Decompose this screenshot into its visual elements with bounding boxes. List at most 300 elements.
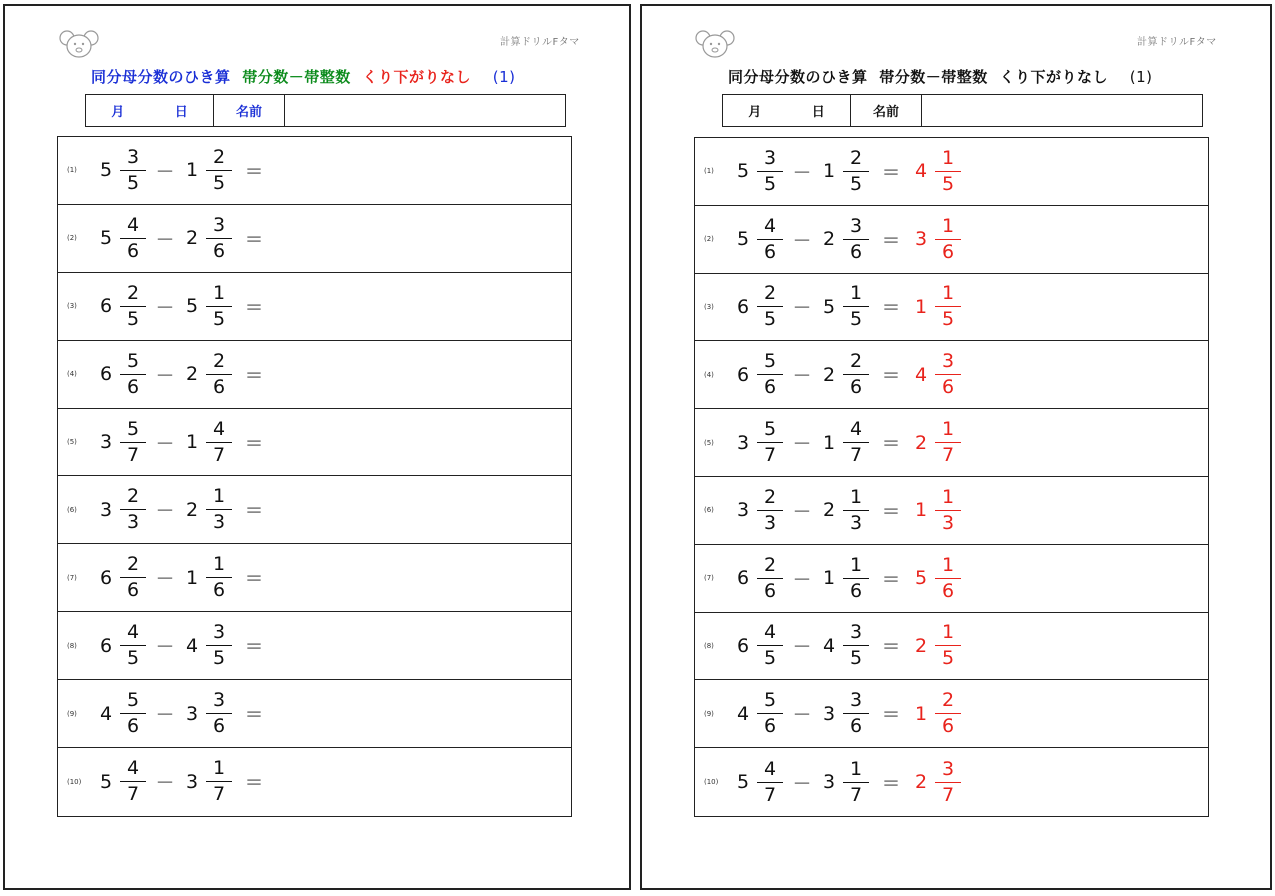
fraction [757, 485, 783, 534]
equation [98, 612, 276, 679]
minus-sign: － [155, 704, 175, 727]
problem-row [58, 137, 571, 205]
fraction [843, 623, 869, 668]
answer [913, 420, 961, 465]
numerator: 3 [212, 689, 226, 712]
problem-row [695, 680, 1208, 748]
numerator: 1 [849, 757, 863, 780]
whole-number: 6 [736, 295, 750, 318]
numerator: 1 [212, 757, 226, 780]
fraction [120, 691, 146, 736]
denominator: 6 [120, 238, 146, 261]
minus-sign: － [792, 297, 812, 320]
fraction [120, 417, 146, 466]
fraction [120, 487, 146, 532]
equation [98, 205, 276, 272]
title-part2: 帯分数－帯整数 [242, 68, 351, 86]
equals-sign: ＝ [881, 433, 901, 456]
minus-sign: － [155, 296, 175, 319]
equation [735, 477, 961, 544]
minus-sign: － [155, 160, 175, 183]
month-label: 月 [748, 105, 762, 120]
equation [735, 409, 961, 476]
equation [735, 138, 961, 205]
problem-row [58, 544, 571, 612]
fraction [120, 349, 146, 398]
minus-sign: － [155, 228, 175, 251]
denominator: 7 [757, 782, 783, 805]
fraction [120, 759, 146, 804]
equation [735, 341, 961, 408]
page-title [91, 66, 522, 87]
fraction [206, 487, 232, 532]
denominator: 6 [206, 238, 232, 261]
whole-number: 6 [99, 295, 113, 318]
whole-number: 3 [185, 702, 199, 725]
denominator: 6 [206, 713, 232, 736]
whole-number: 3 [99, 498, 113, 521]
fraction [935, 352, 961, 397]
fraction [757, 757, 783, 806]
numerator: 5 [126, 689, 140, 712]
minus-sign: － [792, 433, 812, 456]
whole-number: 5 [736, 771, 750, 794]
equation [735, 680, 961, 747]
numerator: 3 [212, 621, 226, 644]
minus-sign: － [155, 772, 175, 795]
denominator: 5 [757, 171, 783, 194]
problem-number: (9) [67, 709, 77, 718]
fraction [935, 284, 961, 329]
day-label: 日 [174, 105, 188, 120]
problem-number: (7) [704, 574, 714, 583]
fraction [757, 691, 783, 736]
fraction [120, 145, 146, 194]
equation [735, 748, 961, 816]
answer-table [694, 137, 1209, 817]
fraction [120, 555, 146, 600]
numerator: 4 [763, 621, 777, 644]
fraction [757, 284, 783, 329]
numerator: 1 [941, 485, 955, 508]
answer [913, 214, 961, 263]
title-part3: くり下がりなし [999, 68, 1109, 86]
whole-number: 5 [736, 228, 750, 251]
equation [98, 137, 276, 204]
denominator: 6 [120, 577, 146, 600]
fraction [935, 420, 961, 465]
whole-number: 5 [99, 227, 113, 250]
whole-number: 6 [99, 634, 113, 657]
problem-row [695, 341, 1208, 409]
equation [735, 545, 961, 612]
equals-sign: ＝ [881, 636, 901, 659]
denominator: 6 [843, 713, 869, 736]
mouse-logo-icon [58, 28, 100, 60]
problem-number: (6) [67, 505, 77, 514]
denominator: 7 [843, 442, 869, 465]
problem-number: (2) [67, 234, 77, 243]
fraction [757, 146, 783, 195]
denominator: 5 [120, 170, 146, 193]
denominator: 5 [935, 306, 961, 329]
fraction [843, 691, 869, 736]
problem-row [695, 206, 1208, 274]
whole-number: 3 [822, 771, 836, 794]
numerator: 1 [941, 553, 955, 576]
problem-number: (9) [704, 709, 714, 718]
equation [98, 273, 276, 340]
numerator: 3 [941, 757, 955, 780]
fraction [757, 623, 783, 668]
page-title [728, 66, 1159, 87]
whole-number: 2 [822, 228, 836, 251]
minus-sign: － [792, 365, 812, 388]
numerator: 5 [763, 350, 777, 373]
fraction [120, 213, 146, 262]
problem-number: (10) [67, 777, 82, 786]
numerator: 1 [941, 621, 955, 644]
problem-row [58, 341, 571, 409]
equals-sign: ＝ [244, 160, 264, 183]
denominator: 7 [120, 442, 146, 465]
problem-row [695, 545, 1208, 613]
numerator: 4 [763, 757, 777, 780]
denominator: 6 [206, 577, 232, 600]
numerator: 3 [126, 145, 140, 168]
minus-sign: － [155, 568, 175, 591]
numerator: 1 [212, 485, 226, 508]
whole-number: 4 [822, 634, 836, 657]
problem-row [58, 409, 571, 477]
name-label: 名前 [214, 95, 285, 126]
problem-row [58, 205, 571, 273]
whole-number: 1 [185, 566, 199, 589]
numerator: 3 [849, 621, 863, 644]
fraction [843, 757, 869, 806]
fraction [206, 145, 232, 194]
denominator: 7 [757, 442, 783, 465]
whole-number: 5 [185, 295, 199, 318]
whole-number: 2 [822, 499, 836, 522]
numerator: 2 [126, 485, 140, 508]
fraction [935, 623, 961, 668]
numerator: 4 [126, 757, 140, 780]
denominator: 6 [757, 713, 783, 736]
numerator: 1 [212, 553, 226, 576]
equation [98, 680, 276, 747]
problem-number: (6) [704, 506, 714, 515]
fraction [206, 349, 232, 398]
problem-row [58, 748, 571, 816]
equals-sign: ＝ [244, 500, 264, 523]
minus-sign: － [792, 772, 812, 795]
title-part2: 帯分数－帯整数 [879, 68, 988, 86]
equals-sign: ＝ [881, 500, 901, 523]
denominator: 6 [757, 239, 783, 262]
fraction [120, 623, 146, 668]
answer-whole: 2 [914, 771, 928, 794]
whole-number: 1 [822, 567, 836, 590]
problem-number: (1) [67, 166, 77, 175]
denominator: 3 [206, 509, 232, 532]
denominator: 7 [935, 442, 961, 465]
denominator: 6 [935, 239, 961, 262]
equals-sign: ＝ [244, 568, 264, 591]
denominator: 6 [757, 578, 783, 601]
answer-whole: 3 [914, 228, 928, 251]
name-field[interactable] [285, 95, 565, 126]
fraction [206, 555, 232, 600]
whole-number: 3 [736, 499, 750, 522]
denominator: 6 [935, 578, 961, 601]
fraction [843, 420, 869, 465]
numerator: 1 [849, 485, 863, 508]
numerator: 5 [763, 689, 777, 712]
whole-number: 2 [185, 227, 199, 250]
numerator: 1 [941, 418, 955, 441]
problem-row [58, 476, 571, 544]
fraction [843, 352, 869, 397]
equals-sign: ＝ [881, 772, 901, 795]
whole-number: 1 [822, 160, 836, 183]
whole-number: 3 [736, 431, 750, 454]
fraction [843, 214, 869, 263]
numerator: 1 [941, 214, 955, 237]
equals-sign: ＝ [244, 772, 264, 795]
equals-sign: ＝ [244, 228, 264, 251]
equals-sign: ＝ [881, 568, 901, 591]
answer [913, 146, 961, 195]
fraction [206, 213, 232, 262]
answer [913, 284, 961, 329]
denominator: 6 [120, 713, 146, 736]
denominator: 7 [935, 782, 961, 805]
answer-whole: 5 [914, 567, 928, 590]
numerator: 1 [941, 146, 955, 169]
numerator: 1 [941, 282, 955, 305]
denominator: 3 [843, 510, 869, 533]
whole-number: 4 [736, 702, 750, 725]
denominator: 6 [843, 239, 869, 262]
title-number: (1) [492, 68, 516, 86]
fraction [935, 485, 961, 534]
denominator: 5 [935, 645, 961, 668]
fraction [757, 553, 783, 602]
mouse-logo-icon [694, 28, 736, 60]
numerator: 5 [126, 349, 140, 372]
numerator: 4 [126, 213, 140, 236]
answer [913, 757, 961, 806]
whole-number: 4 [185, 634, 199, 657]
problem-number: (4) [67, 370, 77, 379]
answer [913, 623, 961, 668]
equals-sign: ＝ [881, 365, 901, 388]
numerator: 2 [849, 350, 863, 373]
problem-number: (4) [704, 370, 714, 379]
answer [913, 691, 961, 736]
denominator: 6 [935, 374, 961, 397]
problem-row [695, 138, 1208, 206]
whole-number: 2 [822, 363, 836, 386]
minus-sign: － [155, 432, 175, 455]
title-part3: くり下がりなし [362, 68, 472, 86]
problem-number: (8) [704, 641, 714, 650]
minus-sign: － [155, 364, 175, 387]
answer-whole: 1 [914, 295, 928, 318]
minus-sign: － [792, 568, 812, 591]
problem-number: (10) [704, 778, 719, 787]
fraction [935, 553, 961, 602]
minus-sign: － [792, 636, 812, 659]
numerator: 2 [126, 281, 140, 304]
denominator: 3 [757, 510, 783, 533]
answer-whole: 2 [914, 431, 928, 454]
problem-row [695, 409, 1208, 477]
minus-sign: － [792, 229, 812, 252]
whole-number: 6 [736, 363, 750, 386]
whole-number: 6 [99, 566, 113, 589]
whole-number: 6 [99, 363, 113, 386]
denominator: 7 [120, 781, 146, 804]
fraction [935, 691, 961, 736]
equals-sign: ＝ [881, 297, 901, 320]
problem-number: (7) [67, 573, 77, 582]
whole-number: 3 [185, 770, 199, 793]
numerator: 2 [849, 146, 863, 169]
fraction [206, 417, 232, 466]
equation [98, 341, 276, 408]
fraction [757, 214, 783, 263]
equals-sign: ＝ [244, 636, 264, 659]
denominator: 7 [843, 782, 869, 805]
problem-row [58, 273, 571, 341]
denominator: 6 [935, 713, 961, 736]
denominator: 7 [206, 442, 232, 465]
fraction [843, 146, 869, 195]
denominator: 6 [843, 374, 869, 397]
denominator: 6 [120, 374, 146, 397]
numerator: 5 [763, 418, 777, 441]
answer-page [640, 4, 1272, 890]
whole-number: 5 [99, 159, 113, 182]
denominator: 5 [757, 645, 783, 668]
numerator: 2 [941, 689, 955, 712]
numerator: 2 [212, 349, 226, 372]
fraction [843, 485, 869, 534]
denominator: 6 [206, 374, 232, 397]
denominator: 3 [120, 509, 146, 532]
answer [913, 485, 961, 534]
numerator: 3 [941, 350, 955, 373]
equals-sign: ＝ [244, 432, 264, 455]
name-label: 名前 [851, 95, 922, 126]
equation [735, 613, 961, 680]
whole-number: 6 [736, 567, 750, 590]
numerator: 4 [849, 418, 863, 441]
whole-number: 3 [822, 702, 836, 725]
equals-sign: ＝ [244, 364, 264, 387]
answer-whole: 1 [914, 499, 928, 522]
problem-table [57, 136, 572, 817]
denominator: 3 [935, 510, 961, 533]
numerator: 5 [126, 417, 140, 440]
fraction [843, 553, 869, 602]
equals-sign: ＝ [244, 296, 264, 319]
denominator: 5 [120, 645, 146, 668]
problem-number: (3) [704, 302, 714, 311]
numerator: 1 [212, 281, 226, 304]
whole-number: 6 [736, 634, 750, 657]
answer [913, 553, 961, 602]
denominator: 6 [757, 374, 783, 397]
month-label: 月 [111, 105, 125, 120]
denominator: 7 [206, 781, 232, 804]
minus-sign: － [155, 500, 175, 523]
denominator: 5 [120, 306, 146, 329]
whole-number: 1 [822, 431, 836, 454]
denominator: 6 [843, 578, 869, 601]
equation [98, 748, 276, 816]
equals-sign: ＝ [881, 704, 901, 727]
answer-whole: 2 [914, 634, 928, 657]
whole-number: 2 [185, 498, 199, 521]
name-field[interactable] [922, 95, 1202, 126]
problem-row [695, 748, 1208, 816]
numerator: 2 [126, 553, 140, 576]
denominator: 5 [757, 306, 783, 329]
title-part1: 同分母分数のひき算 [91, 68, 231, 86]
answer [913, 352, 961, 397]
numerator: 2 [212, 145, 226, 168]
denominator: 5 [206, 306, 232, 329]
answer-whole: 1 [914, 702, 928, 725]
problem-number: (3) [67, 302, 77, 311]
problem-row [695, 274, 1208, 342]
fraction [935, 757, 961, 806]
problem-row [58, 612, 571, 680]
numerator: 2 [763, 485, 777, 508]
whole-number: 1 [185, 159, 199, 182]
brand-label: 計算ドリルFタマ [1137, 37, 1217, 48]
fraction [206, 759, 232, 804]
fraction [757, 420, 783, 465]
name-date-box [722, 94, 1203, 127]
whole-number: 5 [736, 160, 750, 183]
whole-number: 2 [185, 363, 199, 386]
problem-number: (5) [67, 438, 77, 446]
denominator: 5 [843, 171, 869, 194]
numerator: 2 [763, 282, 777, 305]
fraction [120, 281, 146, 330]
numerator: 4 [212, 417, 226, 440]
day-label: 日 [811, 105, 825, 120]
whole-number: 3 [99, 431, 113, 453]
problem-row [695, 477, 1208, 545]
equation [98, 409, 276, 476]
minus-sign: － [792, 500, 812, 523]
answer-whole: 4 [914, 160, 928, 183]
title-number: (1) [1129, 68, 1153, 86]
numerator: 4 [126, 621, 140, 644]
denominator: 5 [843, 306, 869, 329]
worksheet-page [3, 4, 631, 890]
equation [98, 476, 276, 543]
fraction [935, 214, 961, 263]
problem-number: (5) [704, 438, 714, 447]
numerator: 4 [763, 214, 777, 237]
numerator: 3 [849, 689, 863, 712]
